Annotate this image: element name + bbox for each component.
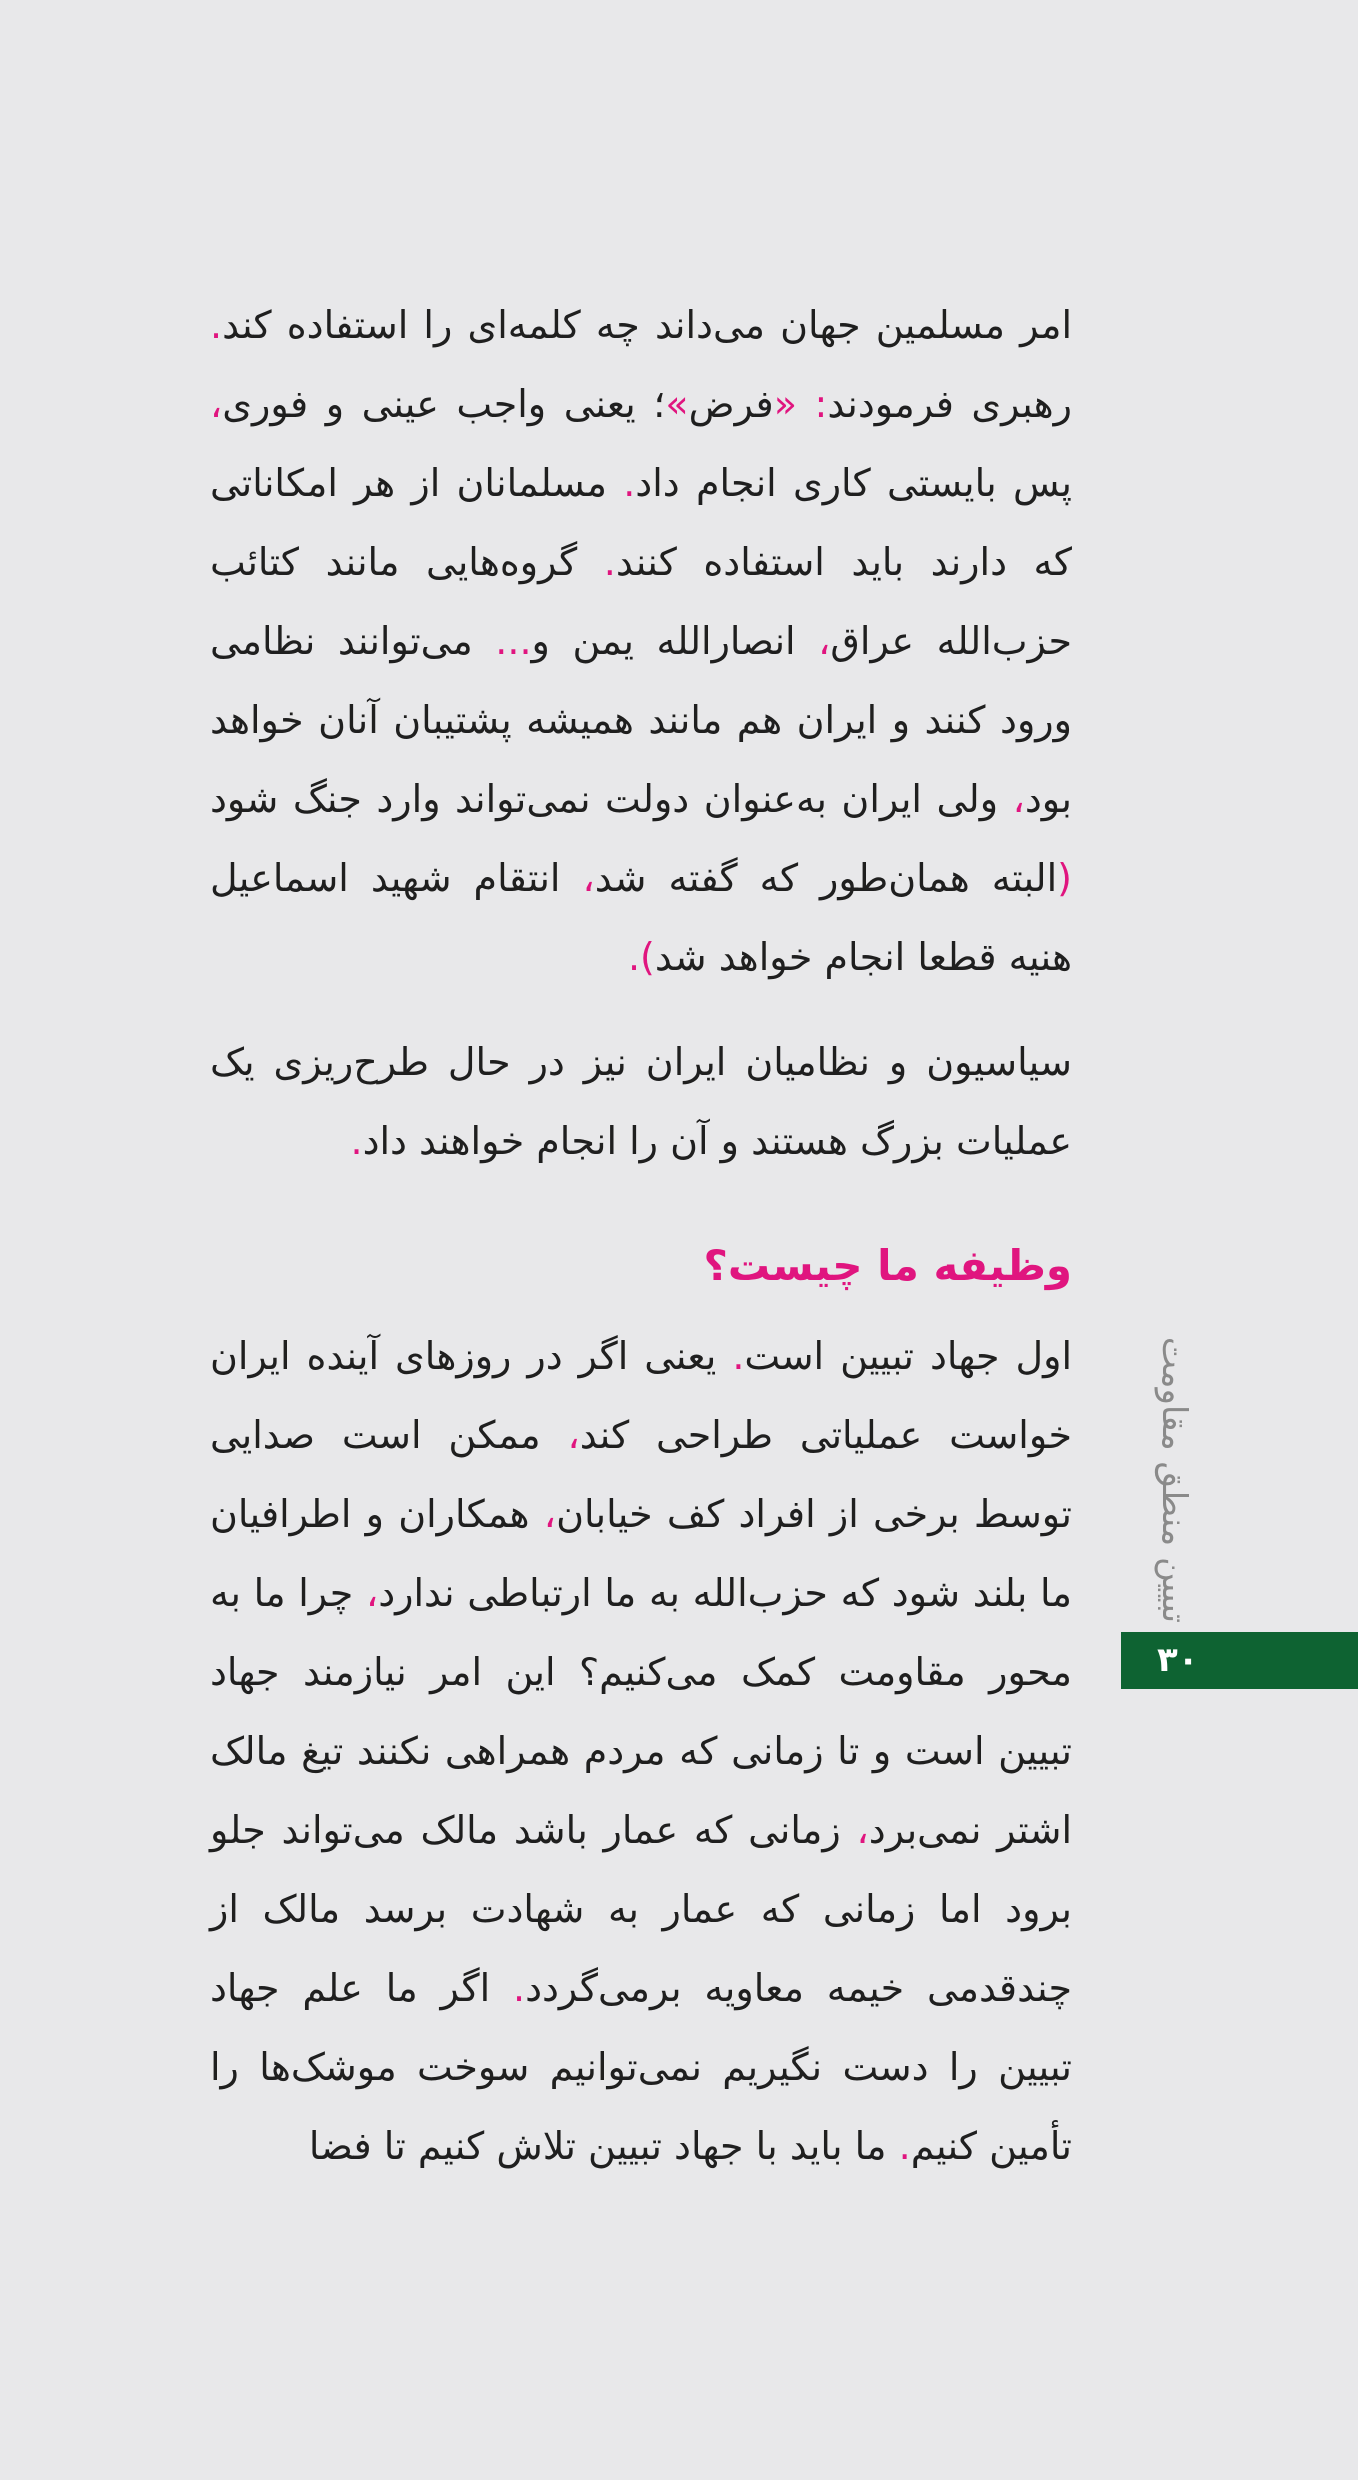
text-run: فرض [688,382,774,426]
highlighted-punctuation: ، [1012,777,1025,821]
text-run: همکاران و اطرافیان ما بلند شود که حزب‌الله به ما ارتباطی ندارد [210,1492,1072,1615]
text-run: می‌توانند نظامی ورود کنند و ایران هم مانند همیشه پشتیبان آنان خواهد بود [210,619,1072,821]
running-title-text: تبیین منطق مقاومت [1154,1336,1194,1624]
text-run: امر مسلمین جهان می‌داند چه کلمه‌ای را استفاده کند [222,303,1072,347]
paragraph-military-planning [210,1023,1072,1181]
text-run: اول جهاد تبیین است [744,1334,1073,1378]
highlighted-punctuation: . [603,540,616,584]
running-title [1104,1330,1244,1630]
text-run: البته همان‌طور که گفته شد [594,856,1058,900]
highlighted-punctuation: : « [773,382,828,426]
highlighted-punctuation: . [512,1966,526,2010]
text-run: چرا ما به محور مقاومت کمک می‌کنیم؟ این امر نیازمند جهاد تبیین است و تا زمانی که مردم همراهی نکنند تیغ مالک اشتر نمی‌برد [210,1571,1073,1852]
text-run: مسلمانان از هر امکاناتی که دارند باید استفاده کنند [210,461,1072,584]
highlighted-punctuation: ، [567,1413,580,1457]
paragraph-leader-quote [210,286,1072,997]
text-run: پس بایستی کاری انجام داد [635,461,1072,505]
highlighted-punctuation: . [623,461,636,505]
page-number-tab [1121,1632,1358,1689]
text-run: اگر ما علم جهاد تبیین را دست نگیریم نمی‌توانیم سوخت موشک‌ها را تأمین کنیم [210,1966,1072,2168]
text-run: رهبری فرمودند [827,382,1072,426]
page-number: ۳۰ [1157,1640,1199,1680]
text-run: ما باید با جهاد تبیین تلاش کنیم تا فضا [308,2124,899,2168]
paragraph-jihad-tabyin [210,1317,1072,2186]
highlighted-punctuation: ( [1057,856,1072,900]
highlighted-punctuation: . [210,303,223,347]
highlighted-punctuation: » [665,382,689,426]
text-run: زمانی که عمار باشد مالک می‌تواند جلو برود اما زمانی که عمار به شهادت برسد مالک از چندقدمی خیمه معاویه برمی‌گردد [210,1808,1072,2010]
highlighted-punctuation: ، [818,619,831,663]
highlighted-punctuation: ، [543,1492,557,1536]
text-run: انتقام شهید اسماعیل هنیه قطعا انجام خواهد شد [210,856,1072,979]
highlighted-punctuation: ، [582,856,595,900]
highlighted-punctuation: ). [627,935,655,979]
highlighted-punctuation: ، [365,1571,379,1615]
highlighted-punctuation: . [898,2124,911,2168]
text-run: سیاسیون و نظامیان ایران نیز در حال طرح‌ریزی یک عملیات بزرگ هستند و آن را انجام خواهند داد [210,1040,1072,1163]
text-run: گروه‌هایی مانند کتائب حزب‌الله عراق [210,540,1072,663]
text-run: یعنی اگر در روزهای آینده ایران خواست عملیاتی طراحی کند [210,1334,1072,1457]
text-run: انصارالله یمن و [531,619,819,663]
text-run: ممکن است صدایی توسط برخی از افراد کف خیابان [210,1413,1072,1536]
text-run: ولی ایران به‌عنوان دولت نمی‌تواند وارد جنگ شود [210,777,1013,821]
highlighted-punctuation: ، [210,382,223,426]
text-run: ؛ یعنی واجب عینی و فوری [222,382,666,426]
highlighted-punctuation: . [732,1334,745,1378]
section-heading: وظیفه ما چیست؟ [703,1241,1072,1290]
highlighted-punctuation: ... [495,619,532,663]
highlighted-punctuation: ، [856,1808,869,1852]
highlighted-punctuation: . [350,1119,363,1163]
